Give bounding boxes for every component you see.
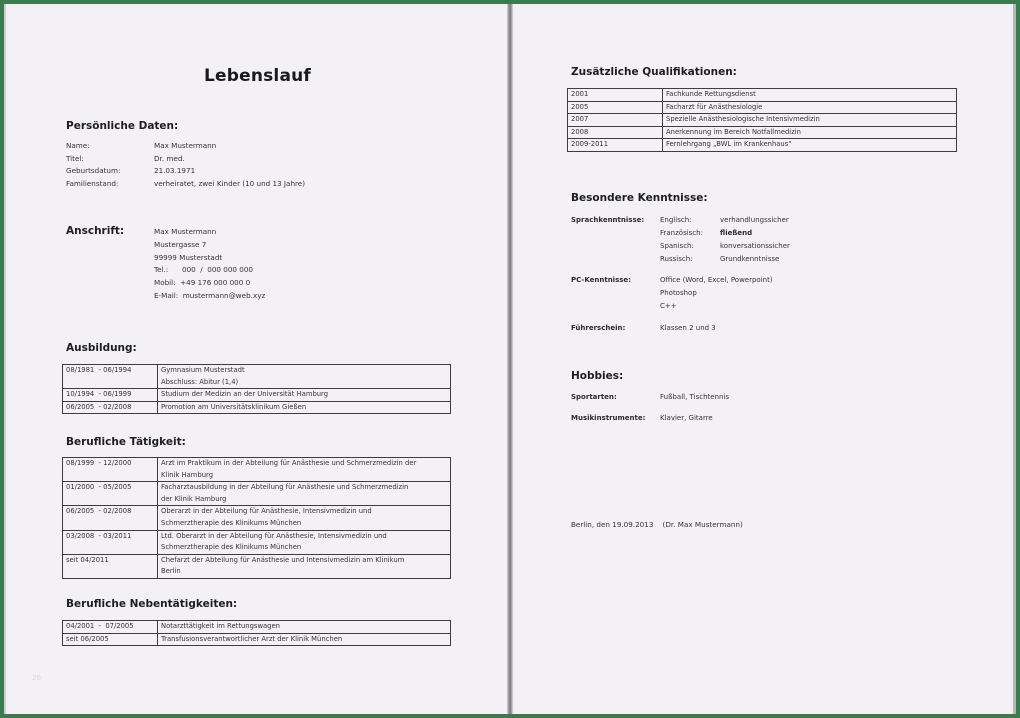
languages-label: Sprachkenntnisse: [571, 216, 645, 224]
personal-row-name [66, 140, 305, 153]
text-cell: Facharzt für Anästhesiologie [663, 101, 957, 114]
table-row [63, 530, 451, 554]
phone-line: Tel.: 000 / 000 000 000 [154, 265, 254, 275]
language-level: verhandlungssicher [720, 216, 789, 224]
date-cell: 08/1999 - 12/2000 [63, 458, 158, 482]
table-row [568, 114, 957, 127]
text-cell [158, 554, 451, 578]
text-line: Oberarzt in der Abteilung für Anästhesie, Intensivmedizin und [161, 507, 372, 516]
table-row [568, 139, 957, 152]
language-level: konversationssicher [720, 242, 790, 250]
personal-row-family-status [66, 178, 305, 191]
page-right [513, 4, 1016, 714]
license-block [571, 322, 716, 335]
table-row [63, 365, 451, 389]
personal-row-birthdate [66, 165, 305, 178]
text-cell [158, 482, 451, 506]
table-row [63, 389, 451, 402]
signature-line: Berlin, den 19.09.2013 (Dr. Max Mustermann) [571, 520, 743, 529]
heading-side-jobs: Berufliche Nebentätigkeiten: [66, 598, 238, 610]
language-level: fließend [720, 229, 753, 237]
table-row [568, 126, 957, 139]
text-cell [158, 506, 451, 530]
career-table [62, 457, 451, 579]
qualifications-table [567, 88, 957, 152]
text-cell: Promotion am Universitätsklinikum Gießen [158, 401, 451, 414]
label: Familienstand: [66, 178, 119, 188]
date-cell: 2001 [568, 89, 663, 102]
date-cell: 2008 [568, 126, 663, 139]
date-cell: 06/2005 - 02/2008 [63, 401, 158, 414]
date-cell: 10/1994 - 06/1999 [63, 389, 158, 402]
date-cell: 04/2001 - 07/2005 [63, 621, 158, 634]
text-line: Chefarzt der Abteilung für Anästhesie und Intensivmedizin am Klinikum [161, 555, 405, 564]
date-cell: seit 06/2005 [63, 633, 158, 646]
sports-label: Sportarten: [571, 393, 617, 401]
address-line: Mustergasse 7 [154, 239, 207, 249]
language-name: Französisch: [660, 229, 703, 237]
date-cell: 2005 [568, 101, 663, 114]
text-cell: Studium der Medizin an der Universität Hamburg [158, 389, 451, 402]
text-cell: Transfusionsverantwortlicher Arzt der Klinik München [158, 633, 451, 646]
date-cell: 08/1981 - 06/1994 [63, 365, 158, 389]
mobile-line: Mobil: +49 176 000 000 0 [154, 278, 251, 288]
value: verheiratet, zwei Kinder (10 und 13 Jahre) [154, 178, 306, 188]
pc-skills-grid [571, 274, 773, 313]
text-cell: Spezielle Anästhesiologische Intensivmedizin [663, 114, 957, 127]
heading-career: Berufliche Tätigkeit: [66, 436, 186, 448]
table-row [63, 401, 451, 414]
language-level: Grundkenntnisse [720, 255, 780, 263]
text-line: Gymnasium Musterstadt [161, 366, 245, 374]
sports-grid [571, 391, 729, 404]
table-row [63, 633, 451, 646]
education-table [62, 364, 451, 414]
heading-personal-data: Persönliche Daten: [66, 120, 179, 132]
date-cell: 01/2000 - 05/2005 [63, 482, 158, 506]
pc-skill: Photoshop [660, 289, 697, 297]
text-line: Facharztausbildung in der Abteilung für Anästhesie und Schmerzmedizin [161, 483, 409, 492]
table-row [63, 482, 451, 506]
heading-qualifications: Zusätzliche Qualifikationen: [571, 66, 737, 78]
date-cell: 06/2005 - 02/2008 [63, 506, 158, 530]
sports-block [571, 391, 729, 404]
pc-skills-block [571, 274, 773, 313]
page-number: 20 [32, 674, 41, 682]
value: Dr. med. [154, 153, 185, 163]
pc-skill: Office (Word, Excel, Powerpoint) [660, 276, 773, 284]
license-value: Klassen 2 und 3 [660, 324, 716, 332]
table-row [63, 554, 451, 578]
text-cell: Fernlehrgang „BWL im Krankenhaus“ [663, 139, 957, 152]
text-cell [158, 458, 451, 482]
text-line: Arzt im Praktikum in der Abteilung für Anästhesie und Schmerzmedizin der [161, 459, 417, 467]
music-value: Klavier, Gitarre [660, 414, 713, 422]
text-line: Klinik Hamburg [161, 470, 214, 479]
date-cell: 2009-2011 [568, 139, 663, 152]
date-cell: seit 04/2011 [63, 554, 158, 578]
label: Name: [66, 141, 90, 150]
date-cell: 2007 [568, 114, 663, 127]
languages-block [571, 214, 790, 266]
heading-hobbies: Hobbies: [571, 370, 624, 382]
label: Titel: [66, 153, 84, 163]
heading-education: Ausbildung: [66, 342, 137, 354]
table-row [63, 621, 451, 634]
page-left [4, 4, 507, 714]
value: Max Mustermann [154, 141, 217, 150]
text-cell [158, 530, 451, 554]
label: Geburtsdatum: [66, 166, 121, 176]
pc-skill: C++ [660, 302, 677, 310]
email-line: E-Mail: mustermann@web.xyz [154, 290, 266, 300]
heading-address: Anschrift: [66, 225, 125, 237]
table-row [568, 89, 957, 102]
side-jobs-table [62, 620, 451, 646]
license-grid [571, 322, 716, 335]
heading-skills: Besondere Kenntnisse: [571, 192, 708, 204]
personal-data-list [66, 140, 305, 190]
address-block [154, 226, 265, 303]
text-cell: Anerkennung im Bereich Notfallmedizin [663, 126, 957, 139]
languages-grid [571, 214, 790, 266]
pc-skills-label: PC-Kenntnisse: [571, 276, 631, 284]
personal-row-title [66, 153, 305, 166]
table-row [63, 458, 451, 482]
music-label: Musikinstrumente: [571, 414, 646, 422]
text-cell: Fachkunde Rettungsdienst [663, 89, 957, 102]
text-line: Schmerztherapie des Klinikums München [161, 518, 302, 527]
text-cell: Notarzttätigkeit im Rettungswagen [158, 621, 451, 634]
music-block [571, 412, 713, 425]
language-name: Spanisch: [660, 242, 694, 250]
document-title: Lebenslauf [203, 66, 312, 86]
table-row [63, 506, 451, 530]
date-cell: 03/2008 - 03/2011 [63, 530, 158, 554]
language-name: Englisch: [660, 216, 692, 224]
text-line: Abschluss: Abitur (1,4) [161, 377, 239, 386]
text-cell [158, 365, 451, 389]
text-line: Berlin [161, 567, 181, 576]
address-line: 99999 Musterstadt [154, 252, 223, 262]
music-grid [571, 412, 713, 425]
sports-value: Fußball, Tischtennis [660, 393, 730, 401]
text-line: der Klinik Hamburg [161, 494, 227, 503]
value: 21.03.1971 [154, 166, 196, 176]
language-name: Russisch: [660, 255, 693, 263]
license-label: Führerschein: [571, 324, 626, 332]
address-line: Max Mustermann [154, 227, 217, 236]
table-row [568, 101, 957, 114]
text-line: Schmerztherapie des Klinikums München [161, 543, 302, 552]
text-line: Ltd. Oberarzt in der Abteilung für Anästhesie, Intensivmedizin und [161, 531, 387, 540]
document-viewport[interactable] [4, 4, 1016, 714]
